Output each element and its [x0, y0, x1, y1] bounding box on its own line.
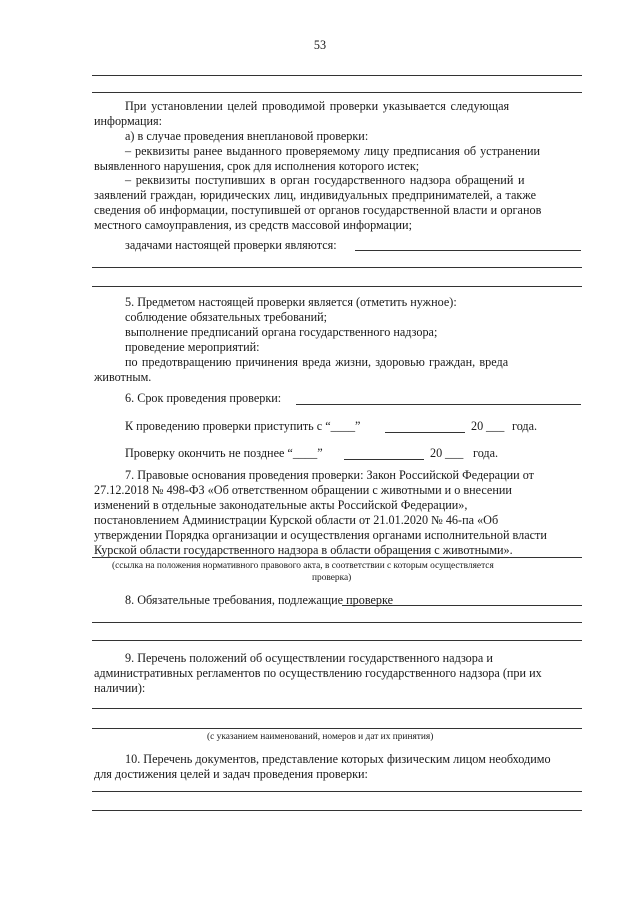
section5-option-1: соблюдение обязательных требований;	[125, 310, 328, 324]
section9-line-3: наличии):	[94, 681, 146, 695]
start-year-prefix: 20	[471, 419, 484, 433]
section6-label: 6. Срок проведения проверки:	[125, 391, 282, 405]
section7-note-line-2: проверка)	[312, 573, 352, 583]
section7-line-6: Курской области государственного надзора в области обращения с животными».	[94, 543, 513, 557]
section8-label: 8. Обязательные требования, подлежащие проверке	[125, 593, 394, 607]
section9-line-2: административных регламентов по осуществлению государственного надзора (при их	[94, 666, 542, 680]
end-month-line	[344, 459, 424, 460]
dash2-line-4: местного самоуправления, из средств массовой информации;	[94, 218, 412, 232]
section5-option-3-line-2: животным.	[94, 370, 152, 384]
section10-line-2: для достижения целей и задач проведения проверки:	[94, 767, 368, 781]
intro-line-2: информация:	[94, 114, 163, 128]
start-month-line	[385, 432, 465, 433]
section6-fill-line	[296, 404, 581, 405]
section5-title: 5. Предметом настоящей проверки является (отметить нужное):	[125, 295, 457, 309]
end-year-blank: ___	[445, 446, 464, 460]
blank-line	[92, 286, 582, 287]
section9-note: (с указанием наименований, номеров и дат их принятия)	[207, 732, 434, 742]
end-prefix: Проверку окончить не позднее “	[125, 446, 293, 460]
blank-line	[92, 622, 582, 623]
section7-underline	[92, 557, 582, 558]
dash2-line-1: – реквизиты поступивших в орган государственного надзора обращений и	[125, 173, 525, 187]
end-year-prefix: 20	[430, 446, 443, 460]
blank-line	[92, 267, 582, 268]
dash2-line-3: сведения об информации, поступившей от органов государственной власти и органов	[94, 203, 542, 217]
section7-line-4: постановлением Администрации Курской области от 21.01.2020 № 46-па «Об	[94, 513, 499, 527]
blank-line	[92, 708, 582, 709]
end-date-row	[125, 446, 323, 461]
start-prefix: К проведению проверки приступить с “	[125, 419, 331, 433]
section7-line-3: изменений в отдельные законодательные акты Российской Федерации»,	[94, 498, 468, 512]
section8-fill-line	[342, 605, 582, 606]
section7-line-1: 7. Правовые основания проведения проверки: Закон Российской Федерации от	[125, 468, 534, 482]
section7-line-5: утверждении Порядка организации и осуществления органами исполнительной власти	[94, 528, 547, 542]
section7-line-2: 27.12.2018 № 498-ФЗ «Об ответственном обращении с животными и о внесении	[94, 483, 512, 497]
section9-line-1: 9. Перечень положений об осуществлении государственного надзора и	[125, 651, 493, 665]
item-a: а) в случае проведения внеплановой проверки:	[125, 129, 369, 143]
tasks-fill-line	[355, 250, 581, 251]
dash1-line-2: выявленного нарушения, срок для исполнения которого истек;	[94, 159, 420, 173]
end-day-blank: ____	[292, 446, 318, 460]
dash1-line-1: – реквизиты ранее выданного проверяемому лицу предписания об устранении	[125, 144, 541, 158]
blank-line	[92, 92, 582, 93]
section5-option-2: выполнение предписаний органа государственного надзора;	[125, 325, 438, 339]
tasks-label: задачами настоящей проверки являются:	[125, 238, 337, 252]
section5-option-3-line-1: по предотвращению причинения вреда жизни, здоровью граждан, вреда	[125, 355, 509, 369]
intro-line-1: При установлении целей проводимой проверки указывается следующая	[125, 99, 510, 113]
dash2-line-2: заявлений граждан, юридических лиц, индивидуальных предпринимателей, а также	[94, 188, 537, 202]
section10-line-1: 10. Перечень документов, представление которых физическим лицом необходимо	[125, 752, 551, 766]
blank-line	[92, 640, 582, 641]
blank-line	[92, 791, 582, 792]
end-quote: ”	[317, 446, 323, 460]
start-quote: ”	[355, 419, 361, 433]
section7-note-line-1: (ссылка на положения нормативного правового акта, в соответствии с которым осуществляется	[112, 561, 494, 571]
start-year-blank: ___	[486, 419, 505, 433]
blank-line	[92, 728, 582, 729]
blank-line	[92, 810, 582, 811]
start-suffix: года.	[512, 419, 538, 433]
page-number: 53	[313, 38, 327, 52]
start-day-blank: ____	[330, 419, 356, 433]
end-suffix: года.	[473, 446, 499, 460]
start-date-row	[125, 419, 360, 434]
section5-option-3: проведение мероприятий:	[125, 340, 260, 354]
blank-line	[92, 75, 582, 76]
